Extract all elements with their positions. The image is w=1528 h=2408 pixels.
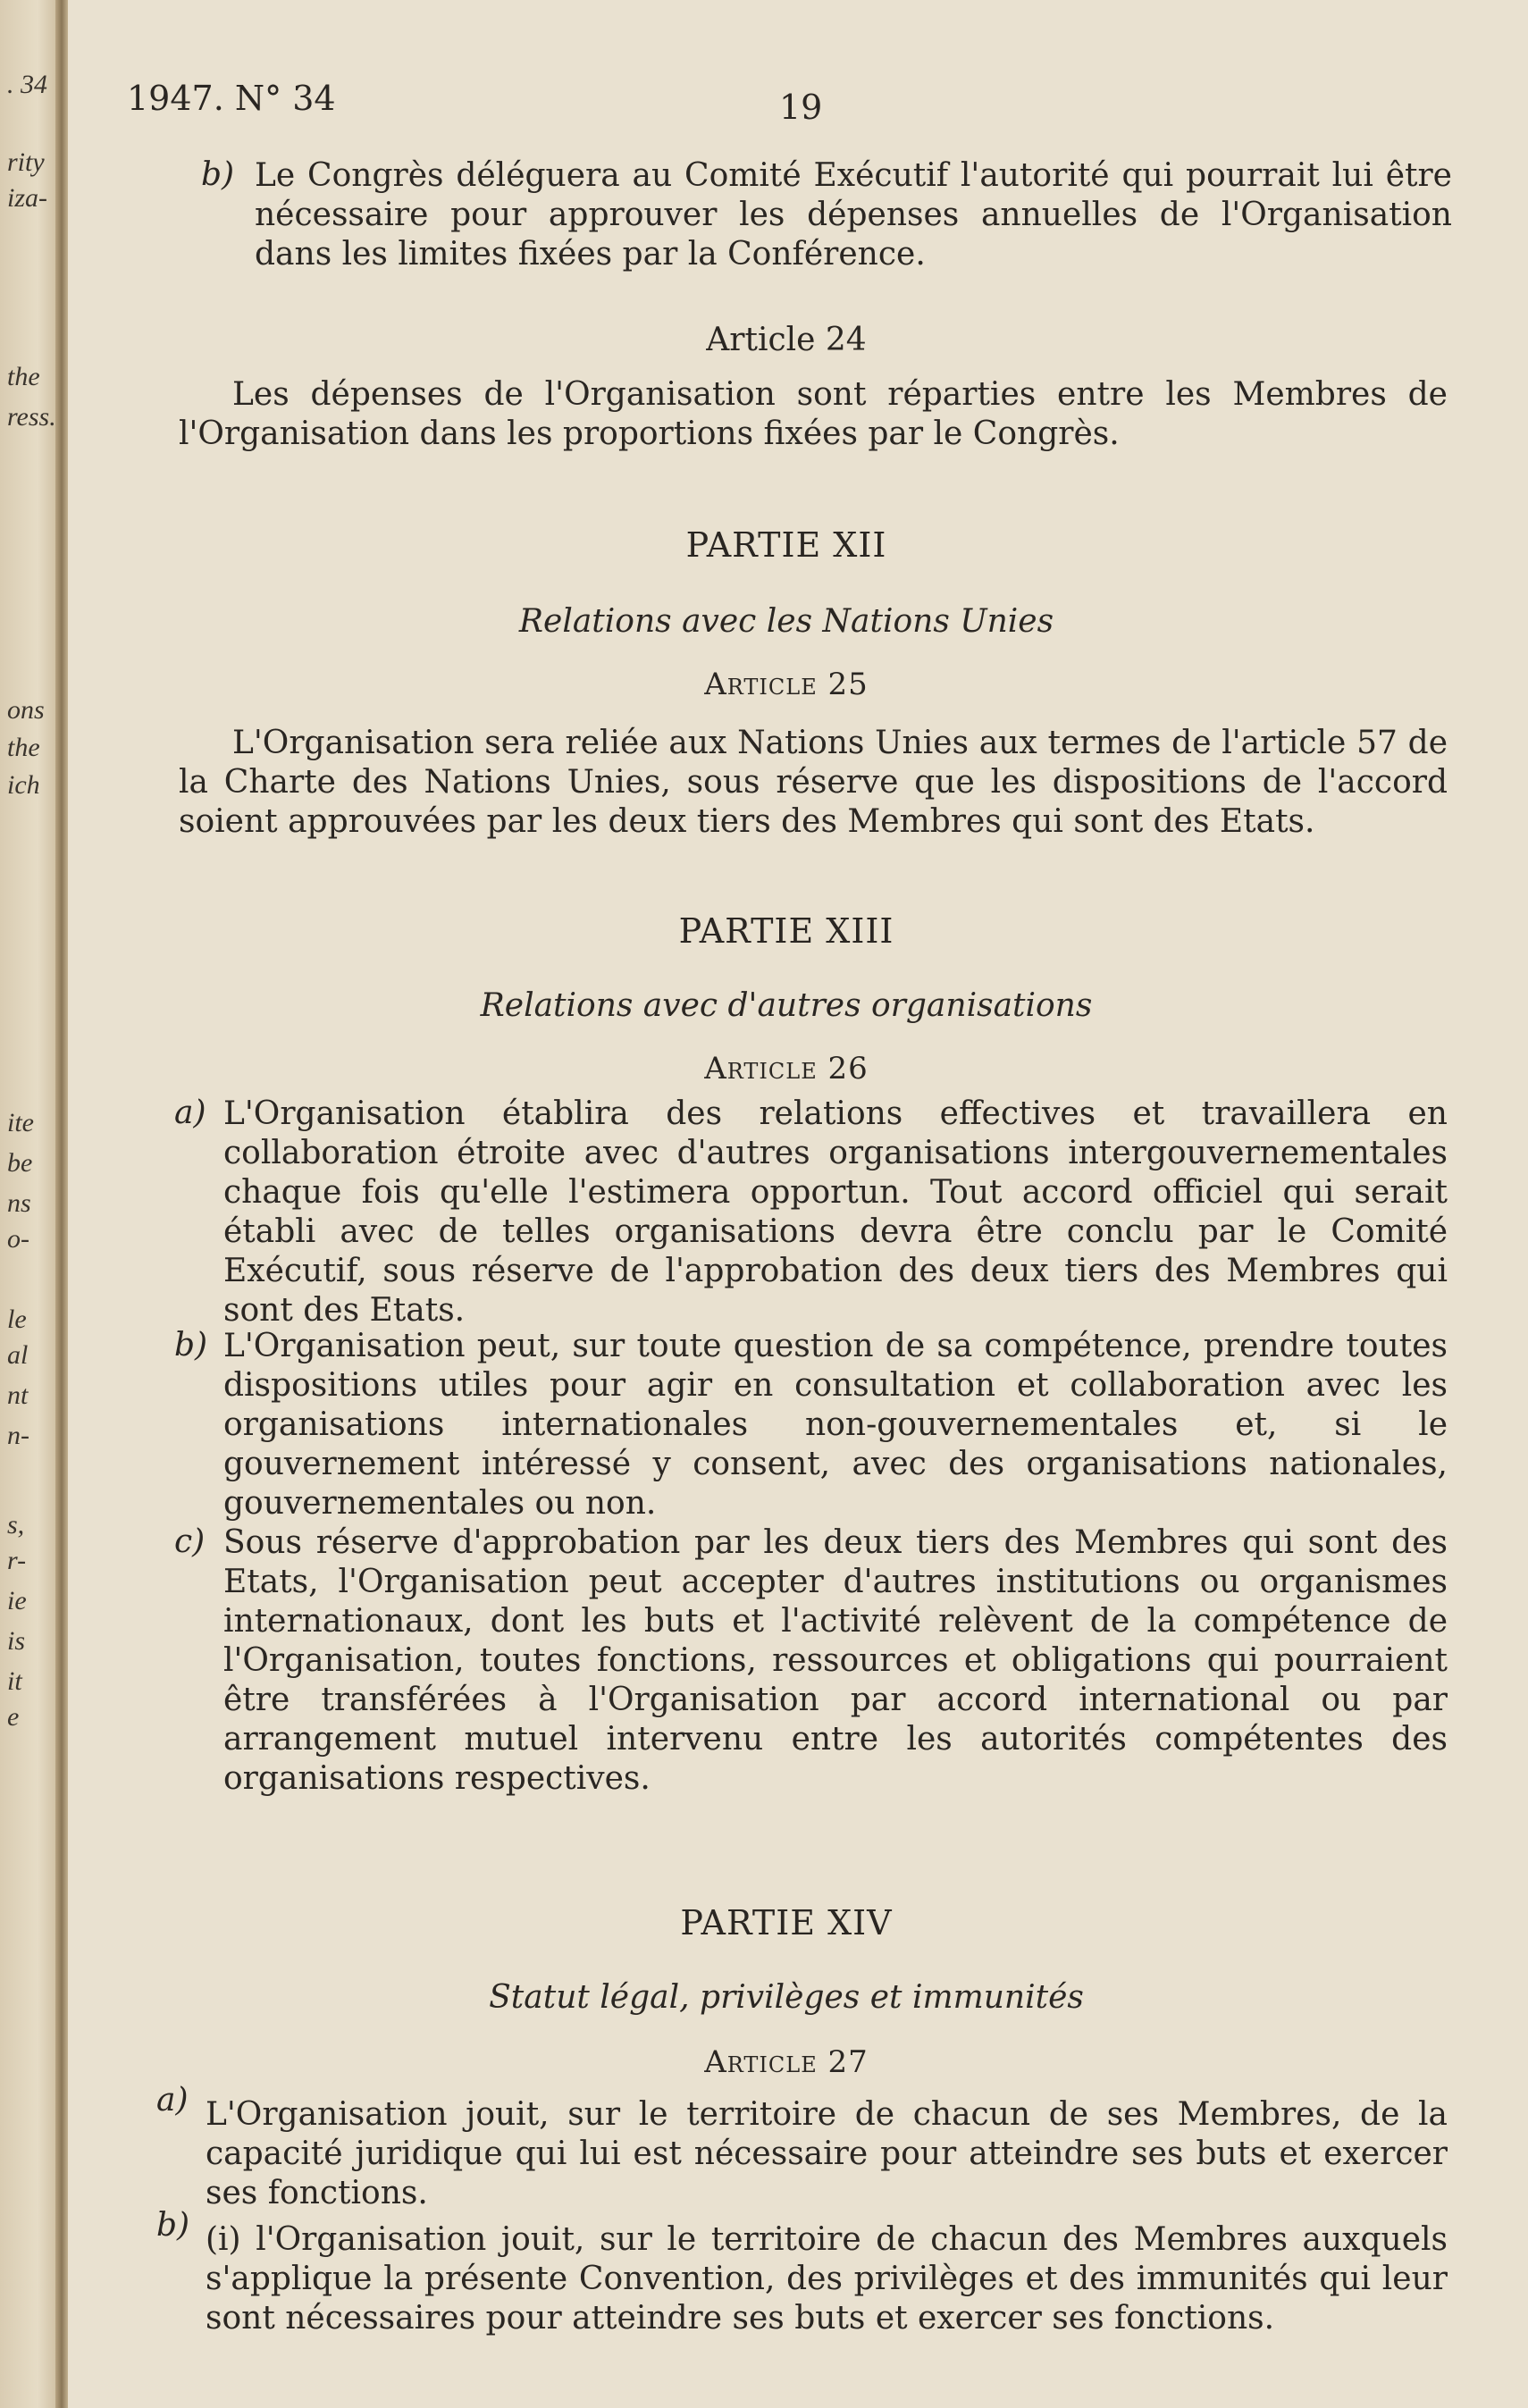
margin-fragment: . 34 bbox=[7, 70, 47, 99]
part-subtitle: Statut légal, privilèges et immunités bbox=[489, 1979, 1084, 2016]
article-26-c-text: Sous réserve d'approbation par les deux tiers des Membres qui sont des Etats, l'Organisation peut accepter d'autres institutions ou organismes internationaux, dont les buts et l'activité relèvent de la compétence de l'Organisation, toutes fonctions, ressources et obligations qui pourraient être transférées à l'Organisation par accord international ou par arrangement mutuel intervenu entre les autorités compétentes des organisations respectives. bbox=[223, 1524, 1448, 1797]
paragraph-label: c) bbox=[174, 1523, 206, 1560]
article-23-b-text: Le Congrès déléguera au Comité Exécutif l'autorité qui pourrait lui être nécessaire pour approuver les dépenses annuelles de l'Organisation dans les limites fixées par la Conférence. bbox=[255, 157, 1452, 273]
margin-fragment: the bbox=[7, 733, 40, 762]
header-year-number: 1947. N° 34 bbox=[127, 79, 336, 118]
margin-fragment: r- bbox=[7, 1546, 27, 1575]
margin-fragment: it bbox=[7, 1666, 22, 1696]
paragraph-label: b) bbox=[201, 156, 235, 193]
part-title: PARTIE XIII bbox=[678, 911, 894, 951]
margin-fragment: ie bbox=[7, 1586, 27, 1615]
paragraph-label: a) bbox=[156, 2082, 189, 2119]
margin-fragment: iza- bbox=[7, 183, 47, 213]
article-27-a-text: L'Organisation jouit, sur le territoire de chacun de ses Membres, de la capacité juridique qui lui est nécessaire pour atteindre ses buts et exercer ses fonctions. bbox=[206, 2096, 1448, 2211]
article-26-b-text: L'Organisation peut, sur toute question de sa compétence, prendre toutes dispositions utiles pour agir en consultation et collaboration avec les organisations internationales non-gouvernementales et, si le gouvernement intéressé y consent, avec des organisations nationales, gouvernementales ou non. bbox=[223, 1328, 1448, 1522]
margin-fragment: the bbox=[7, 362, 40, 391]
margin-fragment: be bbox=[7, 1148, 33, 1178]
article-heading: Article 26 bbox=[704, 1051, 869, 1087]
article-26-a-text: L'Organisation établira des relations effectives et travaillera en collaboration étroite avec d'autres organisations intergouvernementales chaque fois qu'elle l'estimera opportun. Tout accord officiel qui serait établi avec de telles organisations devra être conclu par le Comité Exécutif, sous réserve de l'approbation des deux tiers des Membres qui sont des Etats. bbox=[223, 1095, 1448, 1329]
part-subtitle: Relations avec d'autres organisations bbox=[480, 987, 1093, 1024]
margin-fragment: o- bbox=[7, 1224, 29, 1254]
margin-fragment: ich bbox=[7, 770, 40, 800]
part-title: PARTIE XII bbox=[685, 525, 887, 565]
margin-fragment: ite bbox=[7, 1108, 34, 1137]
part-subtitle: Relations avec les Nations Unies bbox=[518, 603, 1054, 640]
margin-fragment: nt bbox=[7, 1380, 29, 1410]
margin-fragment: le bbox=[7, 1305, 27, 1334]
paragraph-label: a) bbox=[174, 1095, 206, 1131]
paragraph-label: b) bbox=[174, 1327, 208, 1363]
margin-fragment: s, bbox=[7, 1510, 25, 1540]
article-heading: Article 27 bbox=[704, 2044, 869, 2080]
page-header bbox=[127, 79, 1465, 132]
margin-fragment: rity bbox=[7, 147, 45, 177]
article-24-text: Les dépenses de l'Organisation sont réparties entre les Membres de l'Organisation dans les proportions fixées par le Congrès. bbox=[179, 376, 1448, 452]
article-25-text: L'Organisation sera reliée aux Nations Unies aux termes de l'article 57 de la Charte des Nations Unies, sous réserve que les dispositions de l'accord soient approuvées par les deux tiers des Membres qui sont des Etats. bbox=[179, 725, 1448, 840]
page-number: 19 bbox=[779, 88, 823, 127]
article-heading: Article 24 bbox=[706, 322, 867, 358]
margin-fragment: ns bbox=[7, 1188, 31, 1218]
margin-fragment: ress. bbox=[7, 402, 56, 432]
margin-fragment: is bbox=[7, 1626, 26, 1656]
article-27-b-text: (i) l'Organisation jouit, sur le territoire de chacun des Membres auxquels s'applique la présente Convention, des privilèges et des immunités qui leur sont nécessaires pour atteindre ses buts et exercer ses fonctions. bbox=[206, 2221, 1448, 2337]
margin-fragment: e bbox=[7, 1702, 20, 1732]
book-spine bbox=[55, 0, 68, 2408]
article-heading: Article 25 bbox=[704, 667, 869, 702]
part-title: PARTIE XIV bbox=[680, 1903, 893, 1942]
document-page bbox=[107, 0, 1465, 2408]
margin-fragment: al bbox=[7, 1340, 29, 1370]
margin-fragment: n- bbox=[7, 1421, 29, 1450]
paragraph-label: b) bbox=[156, 2207, 190, 2244]
margin-fragment: ons bbox=[7, 695, 45, 725]
